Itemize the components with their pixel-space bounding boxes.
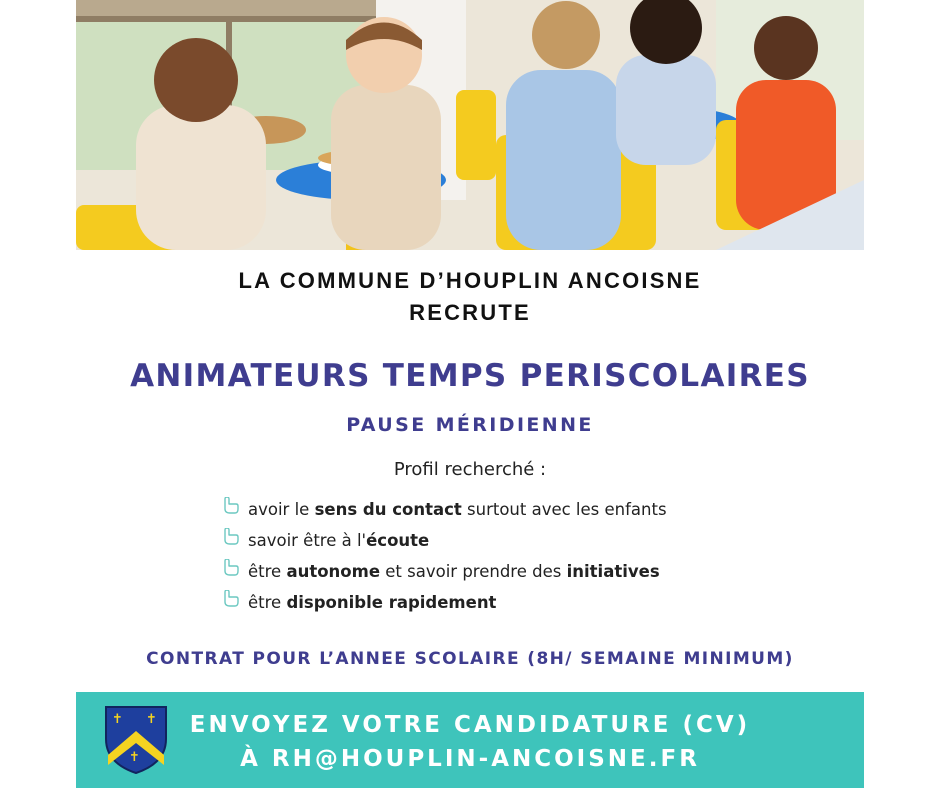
- profile-item-highlight: disponible rapidement: [286, 592, 497, 612]
- profile-item-text: savoir être à l': [248, 530, 367, 550]
- hand-pointing-icon: [222, 590, 248, 616]
- job-title: ANIMATEURS TEMPS PERISCOLAIRES: [130, 358, 810, 394]
- profile-item-text: être: [248, 561, 287, 581]
- svg-text:✝: ✝: [112, 712, 123, 727]
- hand-pointing-icon: [222, 497, 248, 523]
- header-line-commune: LA COMMUNE D’HOUPLIN ANCOISNE: [238, 268, 702, 293]
- profile-item: [222, 494, 667, 525]
- job-subtitle: PAUSE MÉRIDIENNE: [346, 414, 594, 436]
- footer-email[interactable]: À RH@HOUPLIN-ANCOISNE.FR: [240, 746, 700, 772]
- profile-item-highlight: autonome: [286, 561, 381, 581]
- profile-item-text: avoir le: [248, 499, 315, 519]
- hand-pointing-icon: [222, 528, 248, 554]
- header-line-recrute: RECRUTE: [409, 300, 531, 325]
- profile-item-highlight: écoute: [366, 530, 430, 550]
- footer-line-apply: ENVOYEZ VOTRE CANDIDATURE (CV): [189, 712, 751, 738]
- profile-heading: Profil recherché :: [393, 459, 547, 480]
- profile-item: [222, 525, 667, 556]
- profile-item-text: et savoir prendre des: [380, 561, 567, 581]
- svg-text:✝: ✝: [146, 712, 157, 727]
- profile-item-highlight: sens du contact: [314, 499, 462, 519]
- profile-item-text: être: [248, 592, 287, 612]
- profile-item: [222, 556, 667, 587]
- children-eating-photo: [76, 0, 864, 250]
- contract-info: CONTRAT POUR L’ANNEE SCOLAIRE (8H/ SEMAINE MINIMUM): [146, 649, 794, 669]
- profile-item-text: surtout avec les enfants: [461, 499, 667, 519]
- footer-banner: [76, 692, 864, 788]
- hand-pointing-icon: [222, 559, 248, 585]
- profile-item: [222, 587, 667, 618]
- svg-text:✝: ✝: [129, 750, 140, 765]
- profile-list: [222, 494, 667, 618]
- profile-item-highlight: initiatives: [566, 561, 660, 581]
